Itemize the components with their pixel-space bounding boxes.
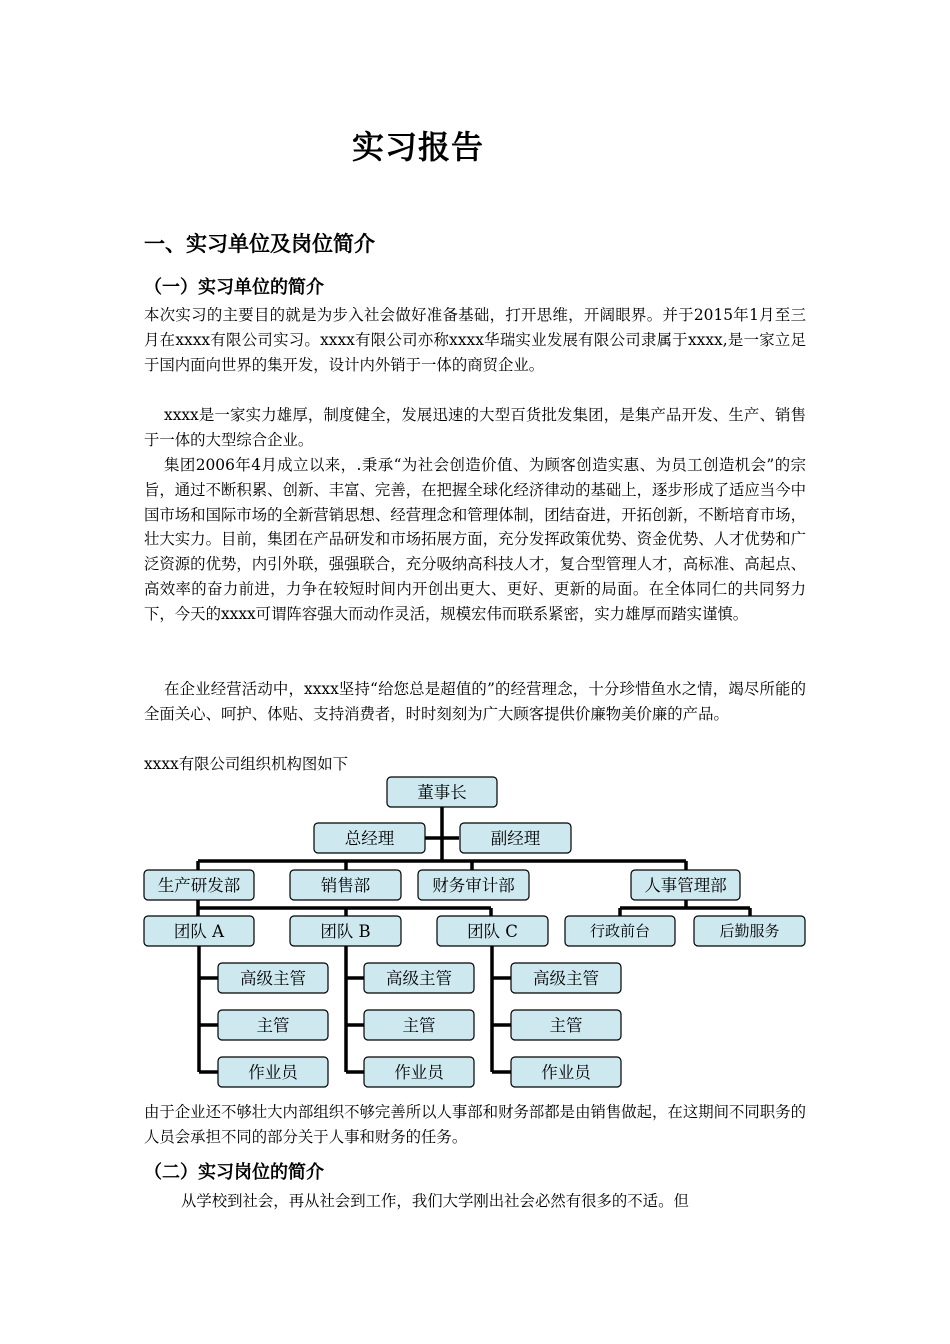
org-label-a-operator: 作业员: [248, 1063, 298, 1082]
org-label-gm: 总经理: [344, 829, 395, 848]
org-label-dept-sales: 销售部: [320, 876, 371, 895]
org-label-vgm: 副经理: [490, 829, 541, 848]
paragraph-6: 从学校到社会，再从社会到工作，我们大学刚出社会必然有很多的不适。但: [180, 1192, 689, 1210]
org-label-team-a: 团队 A: [173, 922, 225, 941]
org-label-team-b: 团队 B: [320, 922, 371, 941]
org-label-a-senior: 高级主管: [240, 969, 306, 988]
org-label-c-supervisor: 主管: [549, 1016, 583, 1035]
org-label-dept-hr: 人事管理部: [644, 876, 727, 895]
org-label-b-operator: 作业员: [394, 1063, 444, 1082]
org-label-admin-desk: 行政前台: [589, 922, 651, 940]
page-title: 实习报告: [351, 128, 484, 166]
org-label-b-senior: 高级主管: [386, 969, 452, 988]
org-label-dept-finance: 财务审计部: [432, 876, 515, 895]
subsection-heading-1: （一）实习单位的简介: [144, 277, 324, 298]
org-label-c-operator: 作业员: [541, 1063, 591, 1082]
org-label-a-supervisor: 主管: [256, 1016, 290, 1035]
org-label-team-c: 团队 C: [467, 922, 518, 941]
org-label-b-supervisor: 主管: [402, 1016, 436, 1035]
org-chart-caption: xxxx有限公司组织机构图如下: [144, 755, 349, 773]
paragraph-1: 本次实习的主要目的就是为步入社会做好准备基础，打开思维，开阔眼界。并于2015年1月至三月在xxxx有限公司实习。xxxx有限公司亦称xxxx华瑞实业发展有限公司隶属于xxxx,是一家立足于国内面向世界的集开发，设计内外销于一体的商贸企业。: [144, 306, 806, 374]
section-heading-1: 一、实习单位及岗位简介: [144, 232, 375, 256]
subsection-heading-2: （二）实习岗位的简介: [144, 1162, 324, 1183]
paragraph-5: 由于企业还不够壮大内部组织不够完善所以人事部和财务部都是由销售做起，在这期间不同职务的人员会承担不同的部分关于人事和财务的任务。: [144, 1103, 806, 1146]
org-label-c-senior: 高级主管: [533, 969, 599, 988]
org-label-logistics: 后勤服务: [719, 922, 780, 940]
paragraph-4: 在企业经营活动中，xxxx坚持“给您总是超值的”的经营理念，十分珍惜鱼水之情，竭尽所能的全面关心、呵护、体贴、支持消费者，时时刻刻为广大顾客提供价廉物美价廉的产品。: [144, 680, 806, 723]
org-label-dept-rd: 生产研发部: [157, 876, 241, 895]
org-label-chairman: 董事长: [417, 783, 467, 802]
paragraph-2: xxxx是一家实力雄厚，制度健全，发展迅速的大型百货批发集团，是集产品开发、生产、销售于一体的大型综合企业。: [144, 406, 806, 449]
paragraph-3: 集团2006年4月成立以来，.秉承“为社会创造价值、为顾客创造实惠、为员工创造机会”的宗旨，通过不断积累、创新、丰富、完善，在把握全球化经济律动的基础上，逐步形成了适应当今中国市场和国际市场的全新营销思想、经营理念和管理体制，团结奋进，开拓创新，不断培育市场，壮大实力。目前，集团在产品研发和市场拓展方面，充分发挥政策优势、资金优势、人才优势和广泛资源的优势，内引外联，强强联合，充分吸纳高科技人才，复合型管理人才，高标准、高起点、高效率的奋力前进，力争在较短时间内开创出更大、更好、更新的局面。在全体同仁的共同努力下，今天的xxxx可谓阵容强大而动作灵活，规模宏伟而联系紧密，实力雄厚而踏实谨慎。: [144, 456, 806, 623]
